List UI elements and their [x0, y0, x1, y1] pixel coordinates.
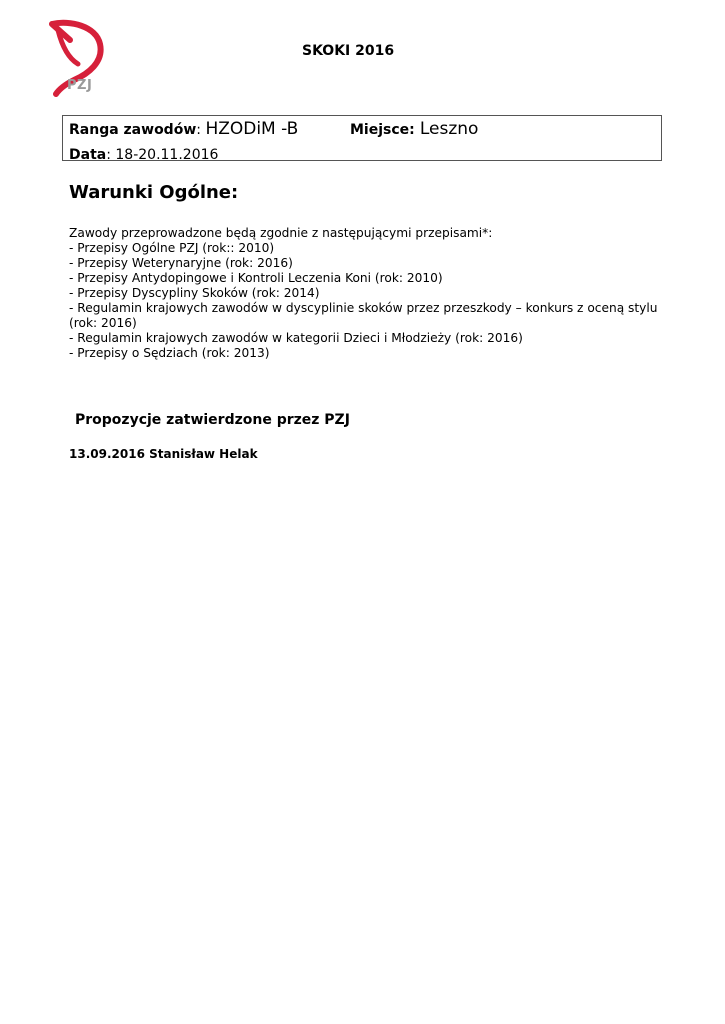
- regulation-item: - Regulamin krajowych zawodów w kategorii Dzieci i Młodzieży (rok: 2016): [69, 331, 523, 345]
- regulation-item: - Przepisy Antydopingowe i Kontroli Leczenia Koni (rok: 2010): [69, 271, 443, 285]
- general-conditions-heading: Warunki Ogólne:: [69, 182, 239, 203]
- place-row: [350, 119, 478, 139]
- regulation-item: - Przepisy Weterynaryjne (rok: 2016): [69, 256, 293, 270]
- competition-info-box: [62, 115, 662, 161]
- rank-colon: :: [196, 122, 206, 138]
- regulation-item: - Przepisy o Sędziach (rok: 2013): [69, 346, 270, 360]
- date-row: [69, 144, 218, 163]
- place-label: Miejsce:: [350, 122, 415, 138]
- rank-value: HZODiM -B: [205, 119, 299, 139]
- rank-row: [69, 119, 298, 139]
- place-value: Leszno: [419, 119, 479, 139]
- regulation-item: - Przepisy Dyscypliny Skoków (rok: 2014): [69, 286, 320, 300]
- date-colon: :: [106, 147, 116, 163]
- date-value: 18-20.11.2016: [115, 147, 219, 163]
- pzj-logo: [48, 18, 108, 98]
- regulations-list: [69, 226, 669, 361]
- regulations-intro: Zawody przeprowadzone będą zgodnie z następującymi przepisami*:: [69, 226, 493, 240]
- logo-text: PZJ: [67, 78, 93, 93]
- regulation-item: - Regulamin krajowych zawodów w dyscyplinie skoków przez przeszkody – konkurs z oceną stylu (rok: 2016): [69, 301, 658, 330]
- regulation-item: - Przepisy Ogólne PZJ (rok:: 2010): [69, 241, 275, 255]
- rank-label: Ranga zawodów: [69, 122, 197, 138]
- approval-signature: 13.09.2016 Stanisław Helak: [69, 447, 258, 461]
- approval-heading: Propozycje zatwierdzone przez PZJ: [75, 412, 350, 428]
- date-label: Data: [69, 147, 107, 163]
- document-title: SKOKI 2016: [302, 43, 395, 59]
